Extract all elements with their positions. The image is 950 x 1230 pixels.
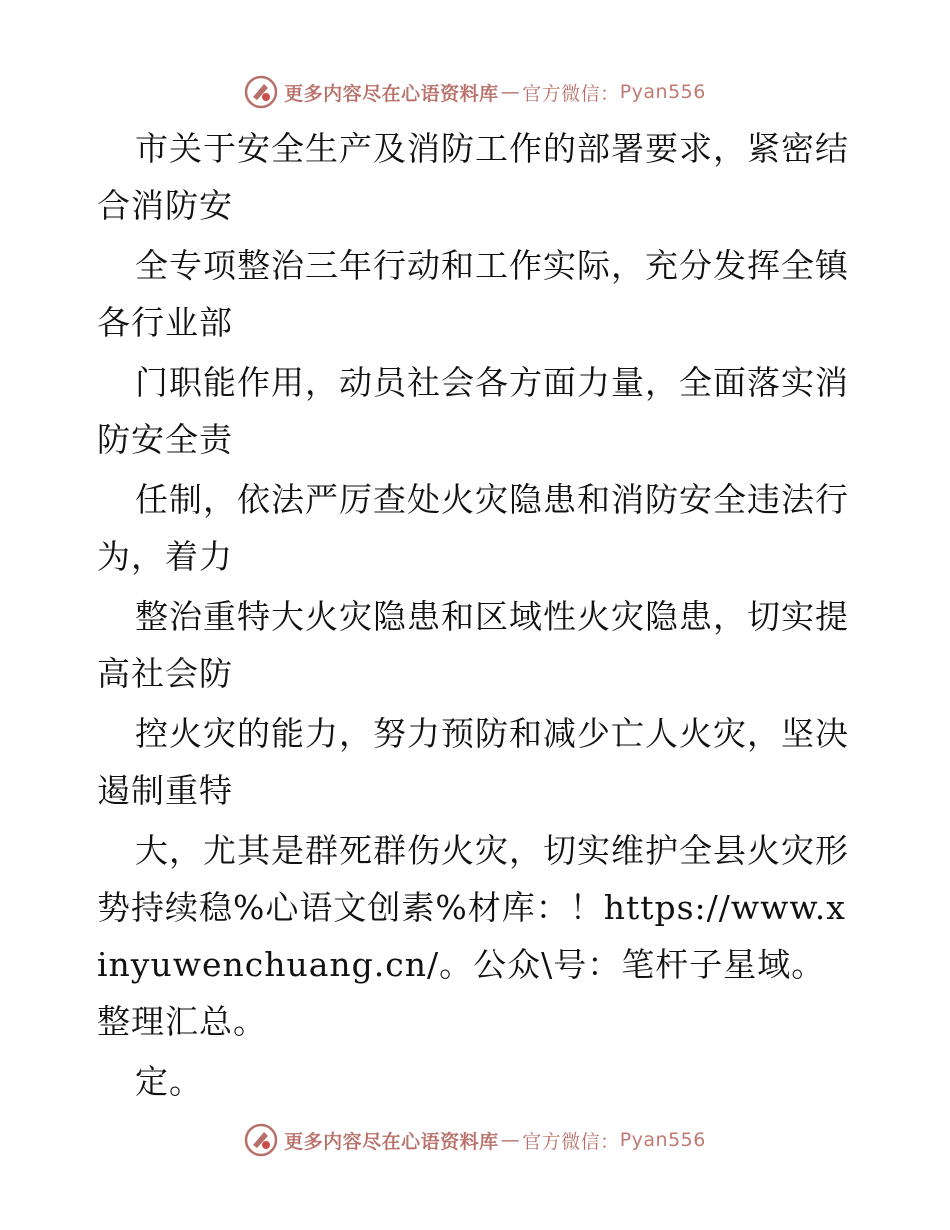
paragraph: 全专项整治三年行动和工作实际，充分发挥全镇各行业部	[97, 246, 849, 342]
banner-dash: —	[500, 1129, 521, 1151]
banner-wechat-label: 官方微信：	[522, 82, 620, 105]
banner-brand-text: 更多内容尽在心语资料库	[284, 82, 499, 105]
paragraph: 大，尤其是群死群伤火灾，切实维护全县火灾形势持续稳%心语文创素%材库：！https://www.xinyuwenchuang.cn/。公众\号：笔杆子星域。整理汇总。	[97, 831, 849, 1041]
footer-banner	[0, 1120, 950, 1160]
header-banner	[0, 72, 950, 112]
paragraph: 市关于安全生产及消防工作的部署要求，紧密结合消防安	[97, 129, 849, 225]
paragraph: 控火灾的能力，努力预防和减少亡人火灾，坚决遏制重特	[97, 714, 849, 810]
banner-brand-text: 更多内容尽在心语资料库	[284, 1130, 499, 1153]
brand-logo-icon	[244, 75, 278, 109]
banner-dash: —	[500, 81, 521, 103]
document-body	[97, 120, 857, 1110]
paragraph: 门职能作用，动员社会各方面力量，全面落实消防安全责	[97, 363, 849, 459]
banner-wechat-id: Pyan556	[619, 81, 706, 103]
paragraph: 整治重特大火灾隐患和区域性火灾隐患，切实提高社会防	[97, 597, 849, 693]
banner-wechat-label: 官方微信：	[522, 1130, 620, 1153]
brand-logo-icon	[244, 1123, 278, 1157]
paragraph: 定。	[135, 1062, 203, 1101]
paragraph: 任制，依法严厉查处火灾隐患和消防安全违法行为，着力	[97, 480, 849, 576]
banner-wechat-id: Pyan556	[619, 1129, 706, 1151]
